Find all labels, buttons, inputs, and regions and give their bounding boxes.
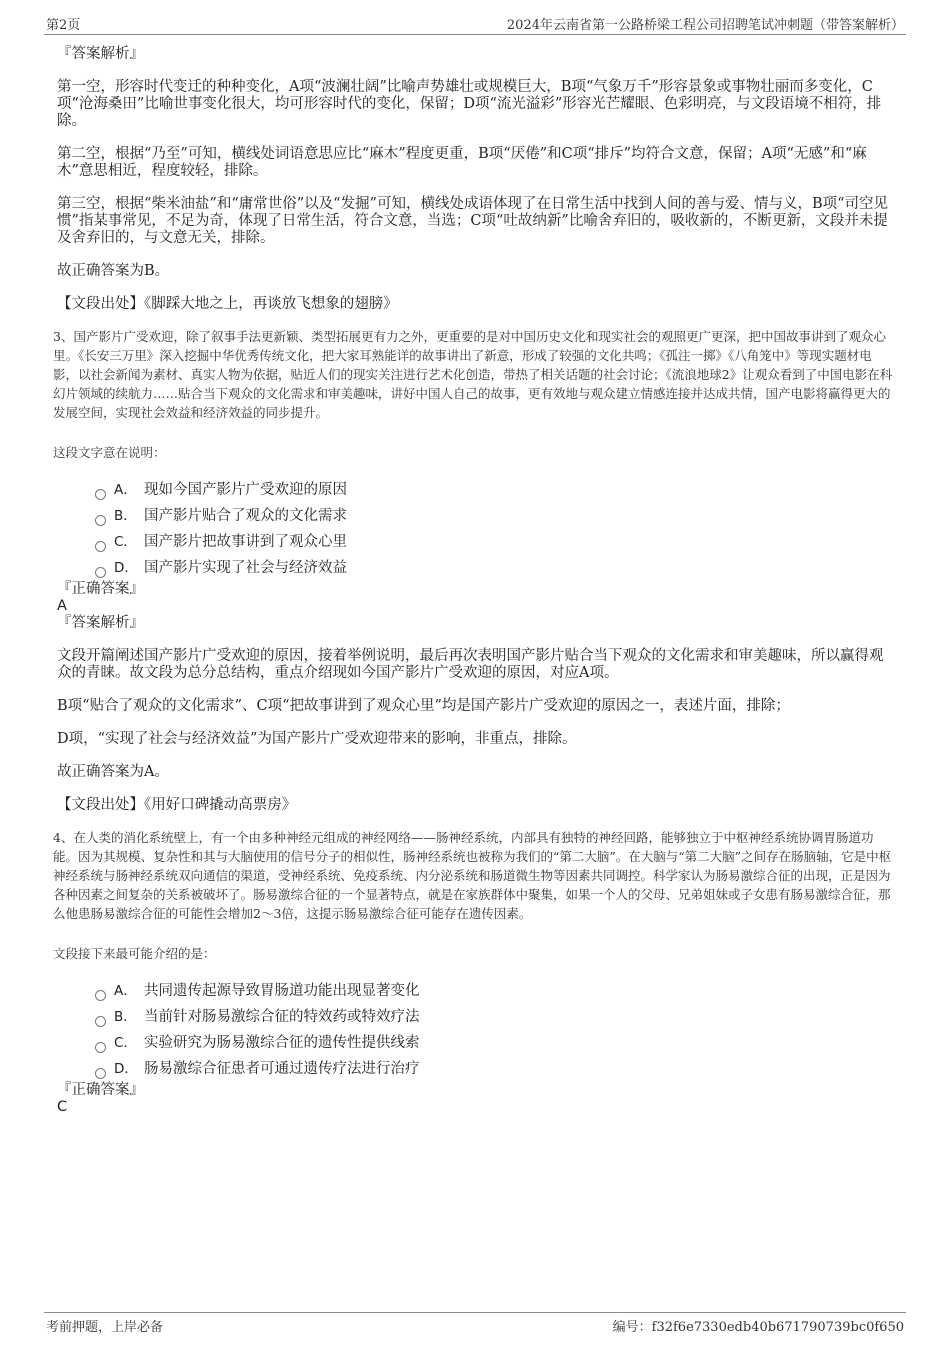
passage-source: 【文段出处】《用好口碑撬动高票房》 (57, 797, 297, 813)
option-a[interactable]: A． 现如今国产影片广受欢迎的原因 (95, 477, 893, 503)
correct-answer: A (57, 598, 67, 614)
question-4-text: 4、在人类的消化系统壁上，有一个由多种神经元组成的神经网络——肠神经系统，内部具有独特的神经回路，能够独立于中枢神经系统协调胃肠道功能。因为其规模、复杂性和其与大脑使用的信号分子的相似性，肠神经系统也被称为我们的“第二大脑”。在大脑与“第二大脑”之间存在肠脑轴，它是中枢神经系统与肠神经系统双向通信的渠道，受神经系统、免疫系统、内分泌系统和肠道微生物等因素共同调控。科学家认为肠易激综合征的出现，正是因为各种因素之间复杂的关系被破坏了。肠易激综合征的一个显著特点，就是在家族群体中聚集，如果一个人的父母、兄弟姐妹或子女患有肠易激综合征，那么他患肠易激综合征的可能性会增加2～3倍，这提示肠易激综合征可能存在遗传因素。 (53, 830, 892, 921)
analysis-paragraph: 文段开篇阐述国产影片广受欢迎的原因，接着举例说明，最后再次表明国产影片贴合当下观众的文化需求和审美趣味，所以赢得观众的青睐。故文段为总分总结构，重点介绍现如今国产影片广受欢迎的原因，对应A项。 (57, 648, 884, 681)
option-d[interactable]: D． 肠易激综合征患者可通过遗传疗法进行治疗 (95, 1056, 893, 1082)
passage-source: 【文段出处】《脚踩大地之上，再谈放飞想象的翅膀》 (57, 296, 398, 312)
question-3-prompt: 这段文字意在说明： (53, 445, 166, 460)
analysis-paragraph: 第三空，根据“柴米油盐”和“庸常世俗”以及“发掘”可知，横线处成语体现了在日常生活中找到人间的善与爱、情与义，B项“司空见惯”指某事常见，不足为奇，体现了日常生活，符合文意，当选；C项“吐故纳新”比喻舍弃旧的，吸收新的，不断更新，文段并未提及舍弃旧的，与文意无关，排除。 (57, 196, 889, 246)
option-b[interactable]: B． 国产影片贴合了观众的文化需求 (95, 503, 893, 529)
radio-icon[interactable] (95, 1016, 106, 1027)
document-code: 编号：f32f6e7330edb40b671790739bc0f650 (612, 1320, 904, 1335)
radio-icon[interactable] (95, 1068, 106, 1079)
analysis-paragraph: B项“贴合了观众的文化需求”、C项“把故事讲到了观众心里”均是国产影片广受欢迎的原因之一，表述片面，排除； (57, 698, 790, 714)
radio-icon[interactable] (95, 1042, 106, 1053)
question-4-options (95, 978, 893, 1082)
question-3-text: 3、国产影片广受欢迎，除了叙事手法更新颖、类型拓展更有力之外，更重要的是对中国历史文化和现实社会的观照更广更深，把中国故事讲到了观众心里。《长安三万里》深入挖掘中华优秀传统文化，把大家耳熟能详的故事讲出了新意，形成了较强的文化共鸣；《孤注一掷》《八角笼中》等现实题材电影，以社会新闻为素材、真实人物为依据，贴近人们的现实关注进行艺术化创造，带热了相关话题的社会讨论；《流浪地球2》让观众看到了中国电影在科幻片领域的续航力……贴合当下观众的文化需求和审美趣味，讲好中国人自己的故事，更有效地与观众建立情感连接并达成共情，国产电影将赢得更大的发展空间，实现社会效益和经济效益的同步提升。 (53, 329, 893, 420)
radio-icon[interactable] (95, 541, 106, 552)
option-c[interactable]: C． 实验研究为肠易激综合征的遗传性提供线索 (95, 1030, 893, 1056)
footer-slogan: 考前押题，上岸必备 (46, 1320, 164, 1335)
option-b[interactable]: B． 当前针对肠易激综合征的特效药或特效疗法 (95, 1004, 893, 1030)
correct-answer-label: 『正确答案』 (57, 581, 144, 597)
page-footer (44, 1312, 906, 1335)
document-body (53, 46, 893, 1116)
option-a[interactable]: A． 共同遗传起源导致胃肠道功能出现显著变化 (95, 978, 893, 1004)
analysis-label: 『答案解析』 (57, 46, 144, 62)
analysis-conclusion: 故正确答案为B。 (57, 263, 170, 279)
analysis-paragraph: 第二空，根据“乃至”可知，横线处词语意思应比“麻木”程度更重，B项“厌倦”和C项“排斥”均符合文意，保留；A项“无感”和“麻木”意思相近，程度较轻，排除。 (57, 146, 867, 179)
radio-icon[interactable] (95, 990, 106, 1001)
document-title: 2024年云南省第一公路桥梁工程公司招聘笔试冲刺题（带答案解析） (506, 18, 904, 33)
analysis-paragraph: D项，“实现了社会与经济效益”为国产影片广受欢迎带来的影响，非重点，排除。 (57, 731, 577, 747)
page-header (44, 14, 906, 35)
analysis-conclusion: 故正确答案为A。 (57, 764, 169, 780)
option-d[interactable]: D． 国产影片实现了社会与经济效益 (95, 555, 893, 581)
radio-icon[interactable] (95, 515, 106, 526)
question-4-prompt: 文段接下来最可能介绍的是： (53, 946, 216, 961)
analysis-label: 『答案解析』 (57, 615, 144, 631)
analysis-paragraph: 第一空，形容时代变迁的种种变化，A项“波澜壮阔”比喻声势雄壮或规模巨大，B项“气象万千”形容景象或事物壮丽而多变化，C项“沧海桑田”比喻世事变化很大，均可形容时代的变化，保留；D项“流光溢彩”形容光芒耀眼、色彩明亮，与文段语境不相符，排除。 (57, 79, 882, 129)
correct-answer: C (57, 1099, 68, 1115)
radio-icon[interactable] (95, 489, 106, 500)
correct-answer-label: 『正确答案』 (57, 1082, 144, 1098)
radio-icon[interactable] (95, 567, 106, 578)
question-3-options (95, 477, 893, 581)
option-c[interactable]: C． 国产影片把故事讲到了观众心里 (95, 529, 893, 555)
page-number: 第2页 (46, 18, 81, 33)
